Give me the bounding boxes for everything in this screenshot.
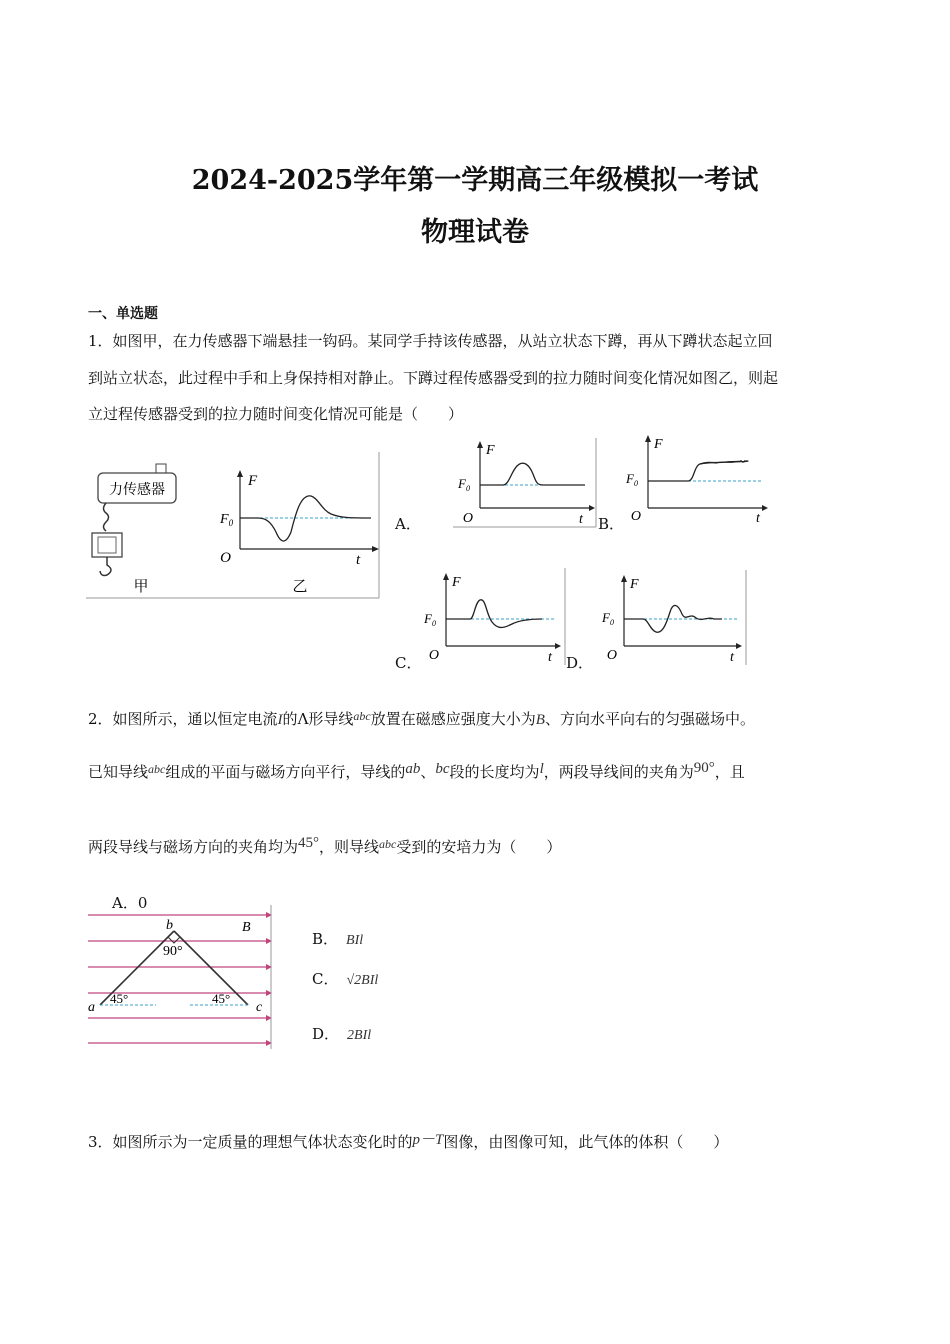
svg-text:F0: $F_0$ (626, 471, 638, 488)
svg-text:F0: $F_0$ (424, 611, 436, 628)
q1-option-A-graph[interactable] (453, 438, 597, 528)
svg-text:t: t (579, 512, 583, 527)
exam-subtitle: 物理试卷 (421, 217, 529, 248)
graph-yi (219, 470, 379, 595)
exam-title: 2024-2025学年第一学期高三年级模拟一考试 (191, 165, 759, 196)
svg-text:F0: $F_0$ (602, 610, 614, 627)
fig-jia-label: 甲 (133, 577, 149, 595)
svg-text:F: F (486, 443, 495, 458)
q1-option-D-graph[interactable] (598, 570, 748, 666)
q1-option-B-label[interactable]: B． (598, 515, 625, 533)
axis-O-label: O (220, 550, 231, 566)
point-a-label: a (88, 1000, 95, 1015)
q2-figure (86, 905, 274, 1050)
svg-text:t: t (756, 511, 760, 525)
q1-line-2: 到站立状态，此过程中手和上身保持相对静止。下蹲过程传感器受到的拉力随时间变化情况如图乙，则起 (88, 369, 779, 387)
svg-text:F0: $F_0$ (458, 476, 470, 493)
field-B-label: B (242, 920, 251, 935)
fig-yi-label: 乙 (292, 577, 308, 595)
q2-line-1: 2．如图所示，通以恒定电流I的Λ形导线$^{abc}$放置在磁感应强度大小为B、方向水平向右的匀强磁场中。 (88, 709, 755, 728)
svg-text:t: t (548, 650, 552, 665)
q1-option-C-graph[interactable] (420, 568, 566, 666)
svg-text:O: O (630, 509, 641, 524)
q2-option-A[interactable]: A．0 (112, 894, 148, 912)
angle-45-right-label: 45° (212, 991, 231, 1006)
sensor-label: 力传感器 (109, 482, 165, 498)
point-b-label: b (166, 918, 173, 933)
q1-line-1: 1．如图甲，在力传感器下端悬挂一钩码。某同学手持该传感器，从站立状态下蹲，再从下蹲状态起立回 (88, 332, 773, 350)
svg-text:F: F (654, 437, 663, 452)
svg-text:F: F (452, 575, 461, 590)
svg-text:O: O (462, 511, 473, 526)
q3-line-1: 3．如图所示为一定质量的理想气体状态变化时的p－T图像，由图像可知，此气体的体积（ ） (88, 1132, 729, 1151)
q1-option-A-label[interactable]: A． (395, 515, 421, 533)
q1-option-B-graph[interactable] (622, 430, 772, 525)
point-c-label: c (256, 1000, 263, 1015)
angle-45-left-label: 45° (110, 991, 129, 1006)
q2-line-3: 两段导线与磁场方向的夹角均为45°，则导线$^{abc}$受到的安培力为（ ） (88, 835, 562, 856)
force-sensor-drawing (92, 464, 176, 595)
axis-F-label: F (248, 473, 258, 489)
angle-90-label: 90° (163, 944, 183, 959)
q1-line-3: 立过程传感器受到的拉力随时间变化情况可能是（ ） (88, 405, 464, 423)
q2-option-D[interactable]: D． 2BIl (312, 1025, 372, 1043)
axis-t-label: t (356, 552, 361, 568)
q2-line-2: 已知导线$^{abc}$组成的平面与磁场方向平行，导线的ab、bc段的长度均为l，两段导线间的夹角为90°，且 (88, 760, 745, 781)
svg-text:F: F (630, 577, 639, 592)
svg-text:O: O (606, 648, 617, 663)
q1-option-D-label[interactable]: D． (566, 654, 594, 672)
q2-option-B[interactable]: B． BIl (312, 930, 364, 948)
section-label: 一、单选题 (88, 306, 158, 322)
q1-option-C-label[interactable]: C． (395, 654, 422, 672)
svg-text:t: t (730, 650, 734, 665)
q1-figure-main (86, 452, 380, 600)
q2-option-C[interactable]: C． √2BIl (312, 970, 379, 988)
svg-text:O: O (428, 648, 439, 663)
axis-F0-label: $F_0$ (220, 512, 234, 528)
